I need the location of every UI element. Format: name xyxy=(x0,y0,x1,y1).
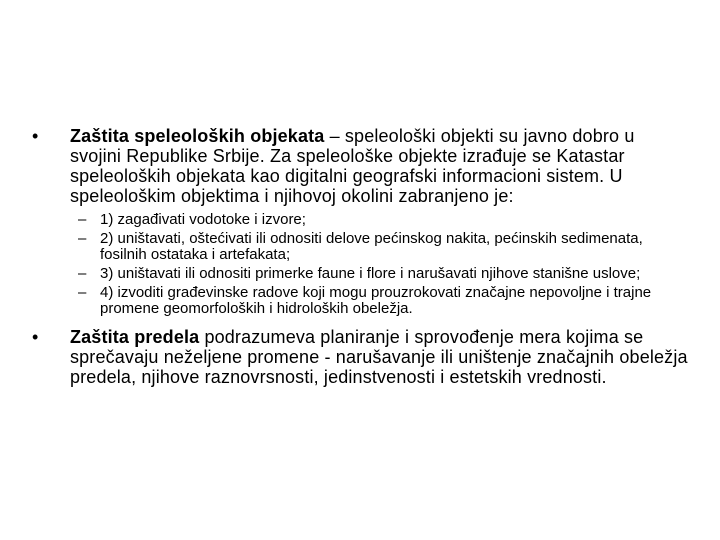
sub-text: 3) uništavati ili odnositi primerke faune i flore i narušavati njihove stanišne uslove; xyxy=(100,265,641,282)
sub-text: 4) izvoditi građevinske radove koji mogu prouzrokovati značajne nepovoljne i trajne promene geomorfoloških i hidroloških obeležja. xyxy=(100,284,652,317)
bullet-heading: Zaštita speleoloških objekata xyxy=(70,126,325,146)
bullet-body: podrazumeva planiranje i sprovođenje mera kojima se sprečavaju neželjene promene - narušavanje ili uništenje značajnih obeležja predela, njihove raznovrsnosti, jedinstvenosti i estetskih vrednosti. xyxy=(70,327,688,387)
bullet-body: – speleološki objekti su javno dobro u svojini Republike Srbije. Za speleološke objekte izrađuje se Katastar speleoloških objekata kao digitalni geografski informacioni sistem. U speleološkim objektima i njihovoj okolini zabranjeno je: xyxy=(70,126,635,206)
slide-content xyxy=(30,126,690,393)
sub-marker: – xyxy=(78,265,87,282)
bullet-marker: • xyxy=(32,126,39,146)
bullet-landscape-protection xyxy=(30,327,690,387)
bullet-text xyxy=(70,327,690,387)
sub-marker: – xyxy=(78,211,87,228)
bullet-speleological-protection xyxy=(30,126,690,206)
list-item xyxy=(78,285,690,317)
prohibited-list xyxy=(78,212,690,317)
bullet-heading: Zaštita predela xyxy=(70,327,200,347)
list-item xyxy=(78,231,690,263)
sub-text: 1) zagađivati vodotoke i izvore; xyxy=(100,211,306,228)
sub-marker: – xyxy=(78,230,87,247)
list-item xyxy=(78,266,690,282)
sub-marker: – xyxy=(78,284,87,301)
bullet-marker: • xyxy=(32,327,39,347)
bullet-text xyxy=(70,126,690,206)
list-item xyxy=(78,212,690,228)
sub-text: 2) uništavati, oštećivati ili odnositi delove pećinskog nakita, pećinskih sedimenata, fosilnih ostataka i artefakata; xyxy=(100,230,643,263)
